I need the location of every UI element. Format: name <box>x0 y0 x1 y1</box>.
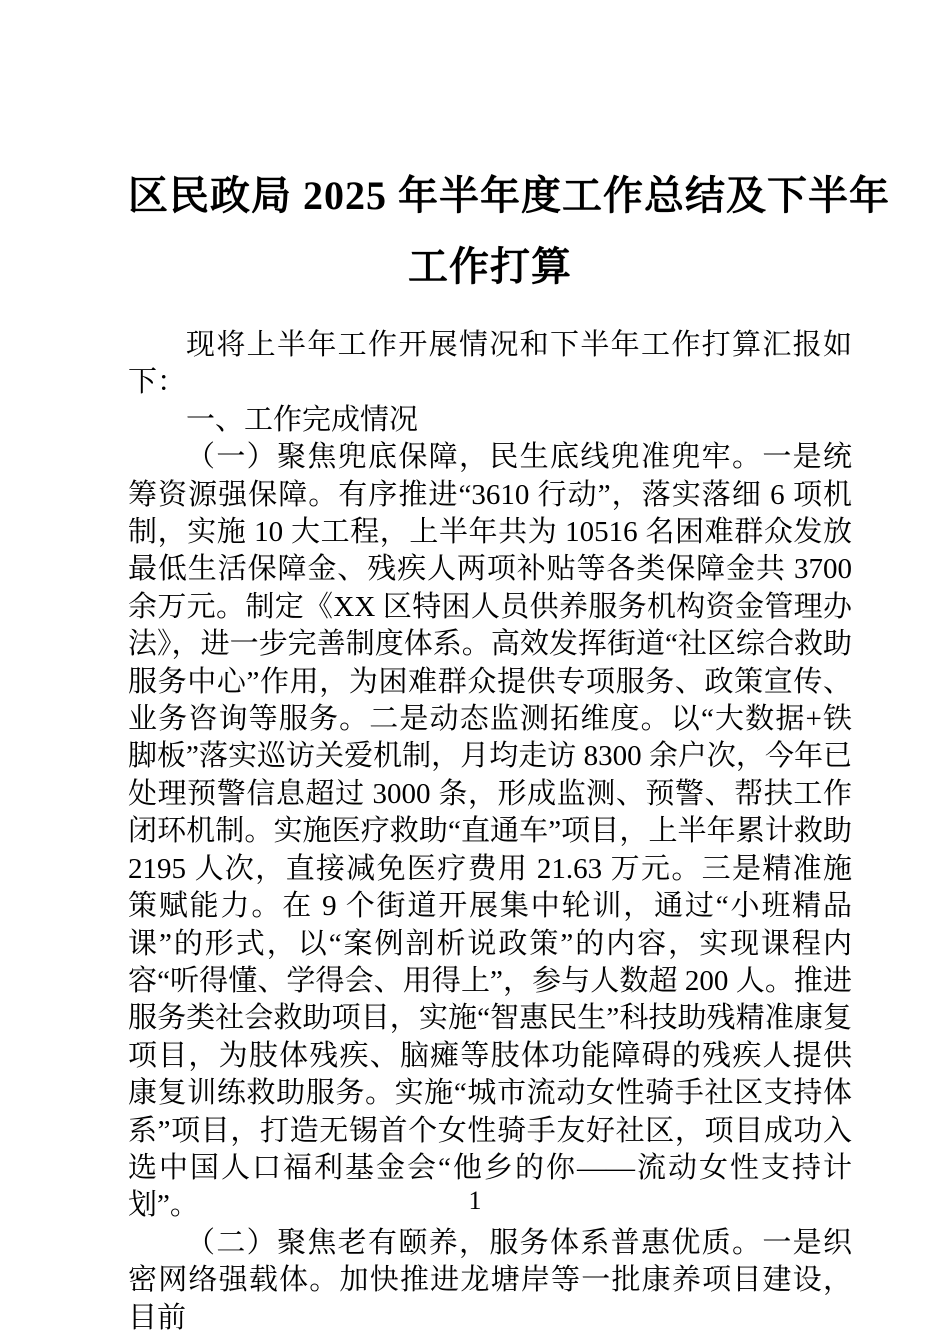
paragraph-intro: 现将上半年工作开展情况和下半年工作打算汇报如下： <box>128 329 852 399</box>
document-content <box>128 160 890 1337</box>
page-number: 1 <box>468 1186 482 1215</box>
document-title <box>128 160 890 302</box>
paragraph-section-one-item-1: （一）聚焦兜底保障，民生底线兜准兜牢。一是统筹资源强保障。有序推进“3610 行动”，落实落细 6 项机制，实施 10 大工程，上半年共为 10516 名困难群众发放最低生活保障金、残疾人两项补贴等各类保障金共 3700 余万元。制定《XX 区特困人员供养服务机构资金管理办法》，进一步完善制度体系。高效发挥街道“社区综合救助服务中心”作用，为困难群众提供专项服务、政策宣传、业务咨询等服务。二是动态监测拓维度。以“大数据+铁脚板”落实巡访关爱机制，月均走访 8300 余户次，今年已处理预警信息超过 3000 条，形成监测、预警、帮扶工作闭环机制。实施医疗救助“直通车”项目，上半年累计救助 2195 人次，直接减免医疗费用 21.63 万元。三是精准施策赋能力。在 9 个街道开展集中轮训，通过“小班精品课”的形式，以“案例剖析说政策”的内容，实现课程内容“听得懂、学得会、用得上”，参与人数超 200 人。推进服务类社会救助项目，实施“智惠民生”科技助残精准康复项目，为肢体残疾、脑瘫等肢体功能障碍的残疾人提供康复训练救助服务。实施“城市流动女性骑手社区支持体系”项目，打造无锡首个女性骑手友好社区，项目成功入选中国人口福利基金会“他乡的你——流动女性支持计划”。 <box>128 441 852 1222</box>
document-title-line-1: 区民政局 2025 年半年度工作总结及下半年 <box>128 173 890 218</box>
paragraph-section-one-item-2: （二）聚焦老有颐养，服务体系普惠优质。一是织密网络强载体。加快推进龙塘岸等一批康养项目建设，目前 <box>128 1226 852 1334</box>
heading-section-one: 一、工作完成情况 <box>186 403 419 436</box>
document-title-line-2: 工作打算 <box>408 244 572 289</box>
